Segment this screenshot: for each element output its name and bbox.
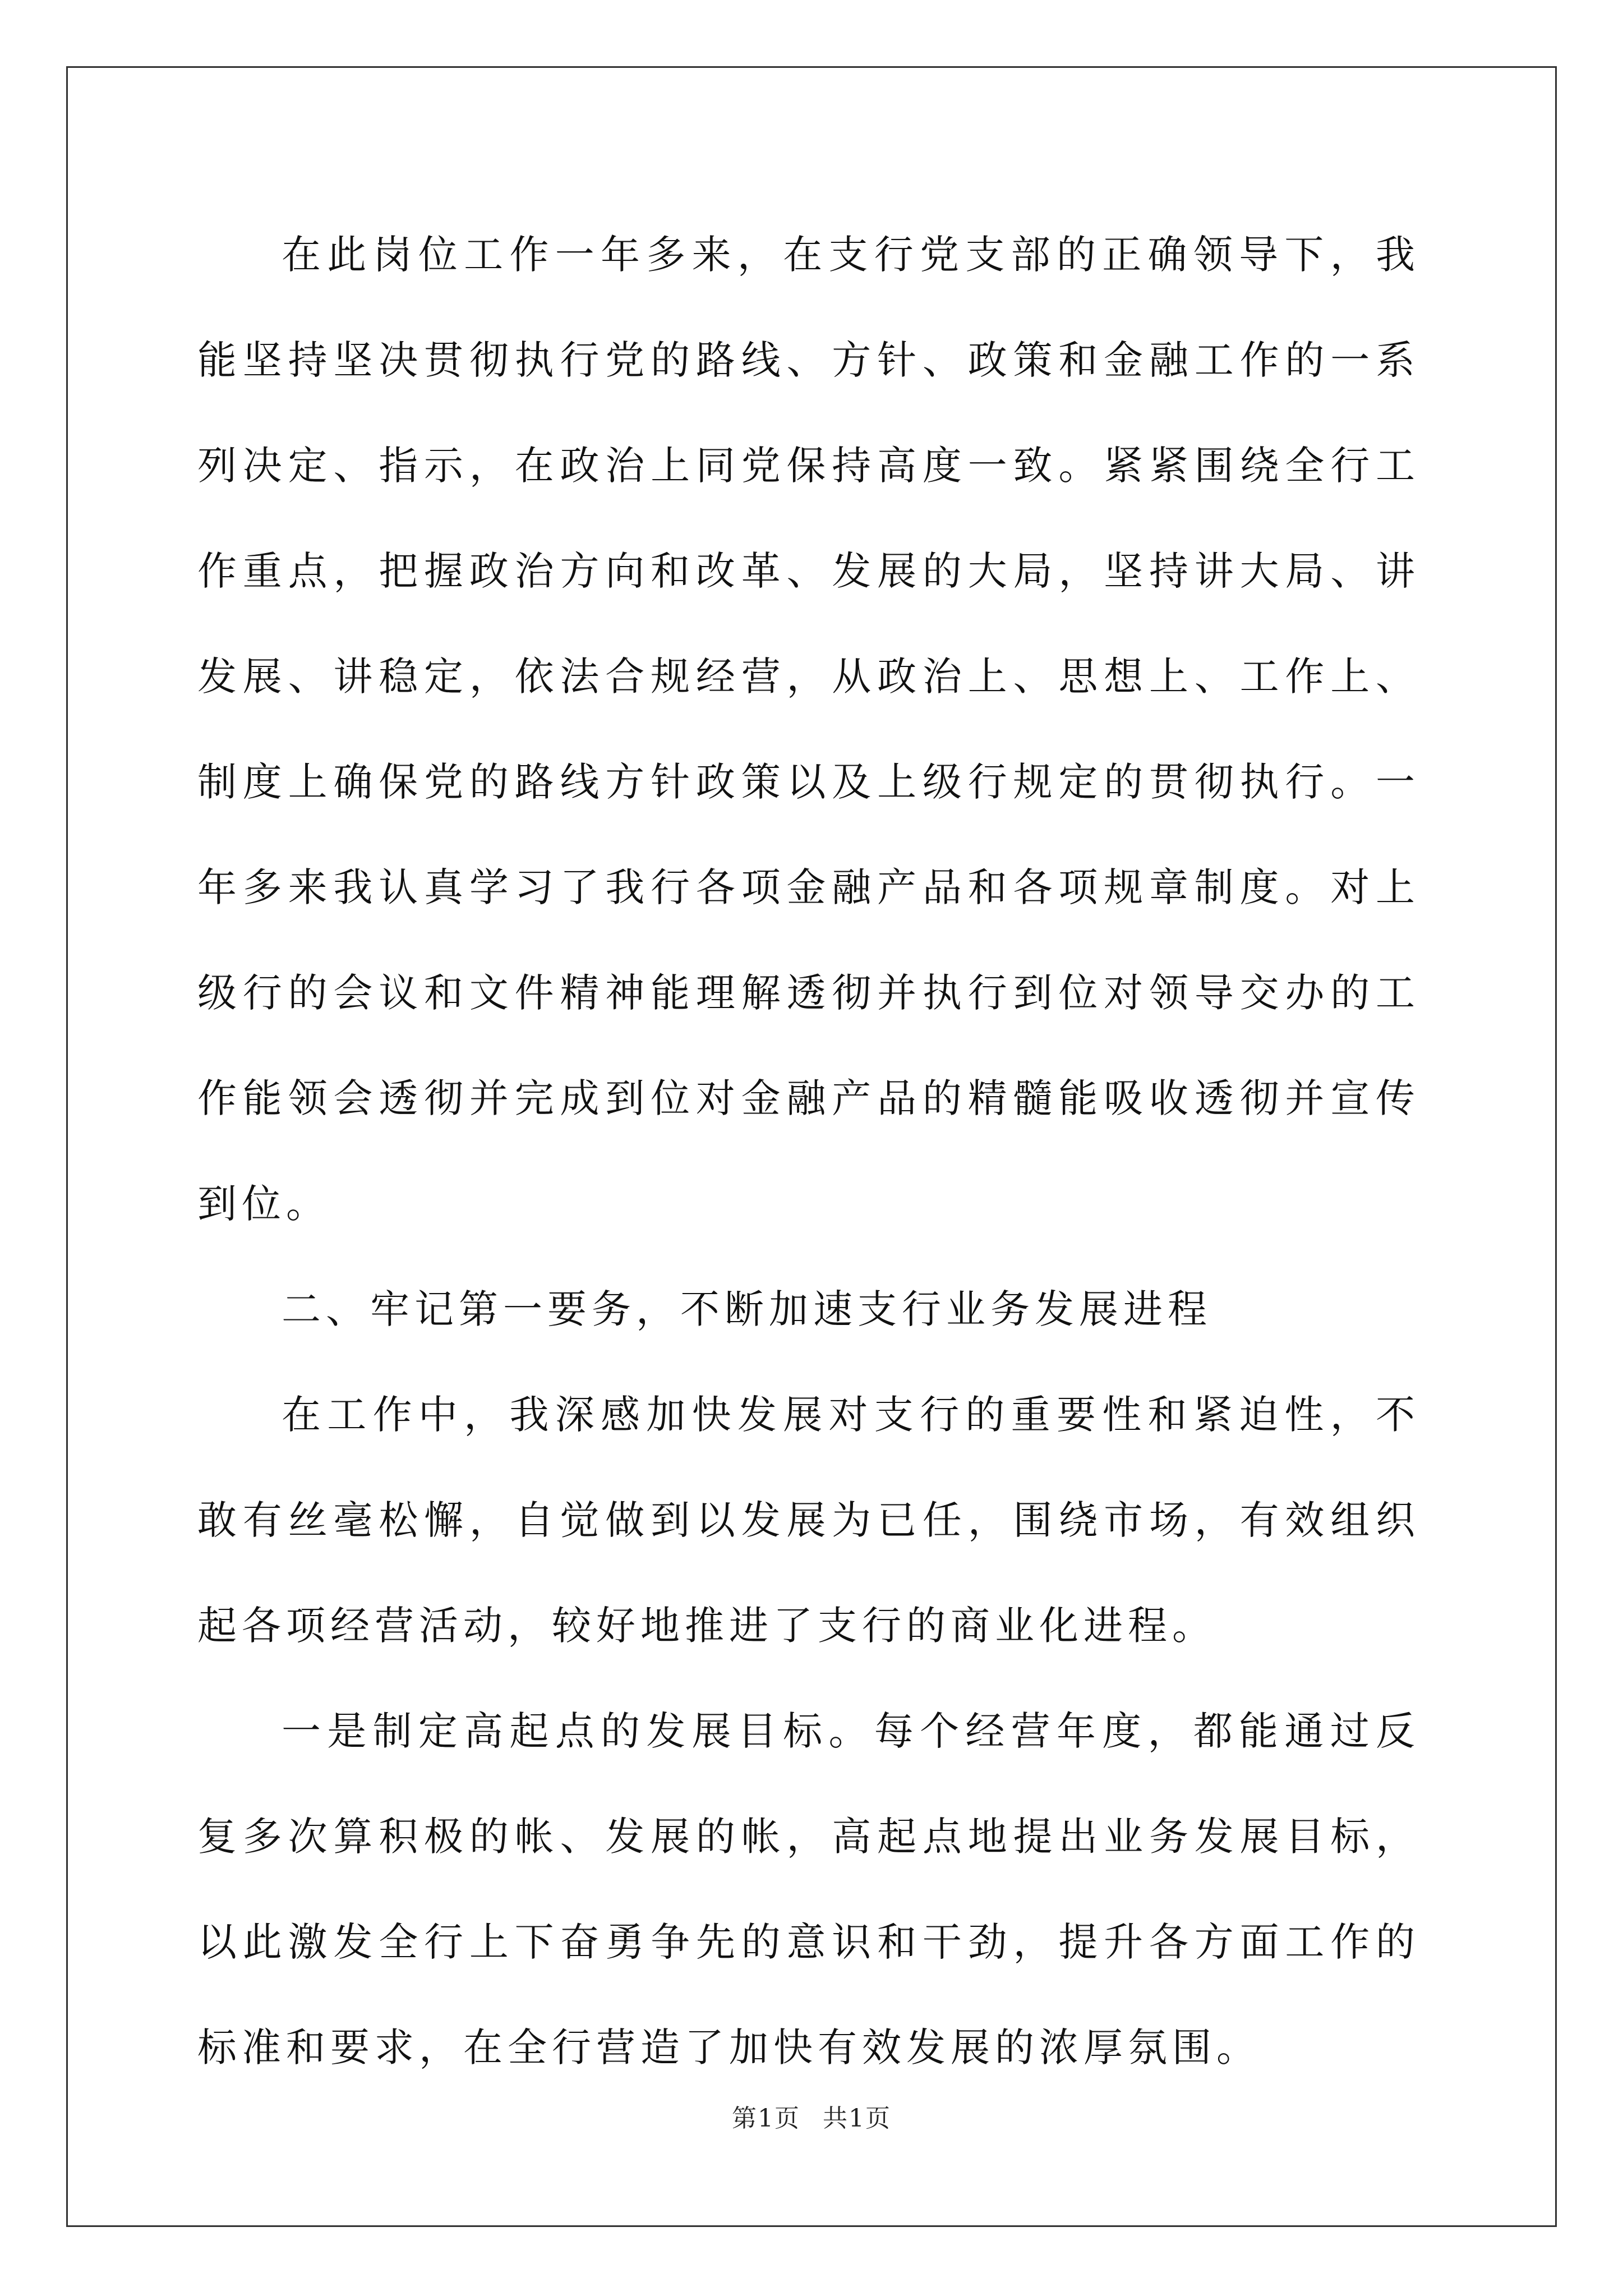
paragraph-2: 在工作中，我深感加快发展对支行的重要性和紧迫性，不敢有丝毫松懈，自觉做到以发展为已任，围绕市场，有效组织起各项经营活动，较好地推进了支行的商业化进程。 (197, 1392, 1420, 1649)
section-heading: 二、牢记第一要务，不断加速支行业务发展进程 (282, 1286, 1212, 1332)
page-footer (0, 2098, 1623, 2134)
page-total: 共1页 (823, 2104, 891, 2133)
page-number: 第1页 (732, 2104, 800, 2133)
paragraph-1: 在此岗位工作一年多来，在支行党支部的正确领导下，我能坚持坚决贯彻执行党的路线、方针、政策和金融工作的一系列决定、指示，在政治上同党保持高度一致。紧紧围绕全行工作重点，把握政治方向和改革、发展的大局，坚持讲大局、讲发展、讲稳定，依法合规经营，从政治上、思想上、工作上、制度上确保党的路线方针政策以及上级行规定的贯彻执行。一年多来我认真学习了我行各项金融产品和各项规章制度。对上级行的会议和文件精神能理解透彻并执行到位对领导交办的工作能领会透彻并完成到位对金融产品的精髓能吸收透彻并宣传到位。 (197, 232, 1420, 1227)
paragraph-3: 一是制定高起点的发展目标。每个经营年度，都能通过反复多次算积极的帐、发展的帐，高起点地提出业务发展目标，以此激发全行上下奋勇争先的意识和干劲，提升各方面工作的标准和要求，在全行营造了加快有效发展的浓厚氛围。 (197, 1708, 1420, 2070)
document-body (197, 202, 1420, 2100)
